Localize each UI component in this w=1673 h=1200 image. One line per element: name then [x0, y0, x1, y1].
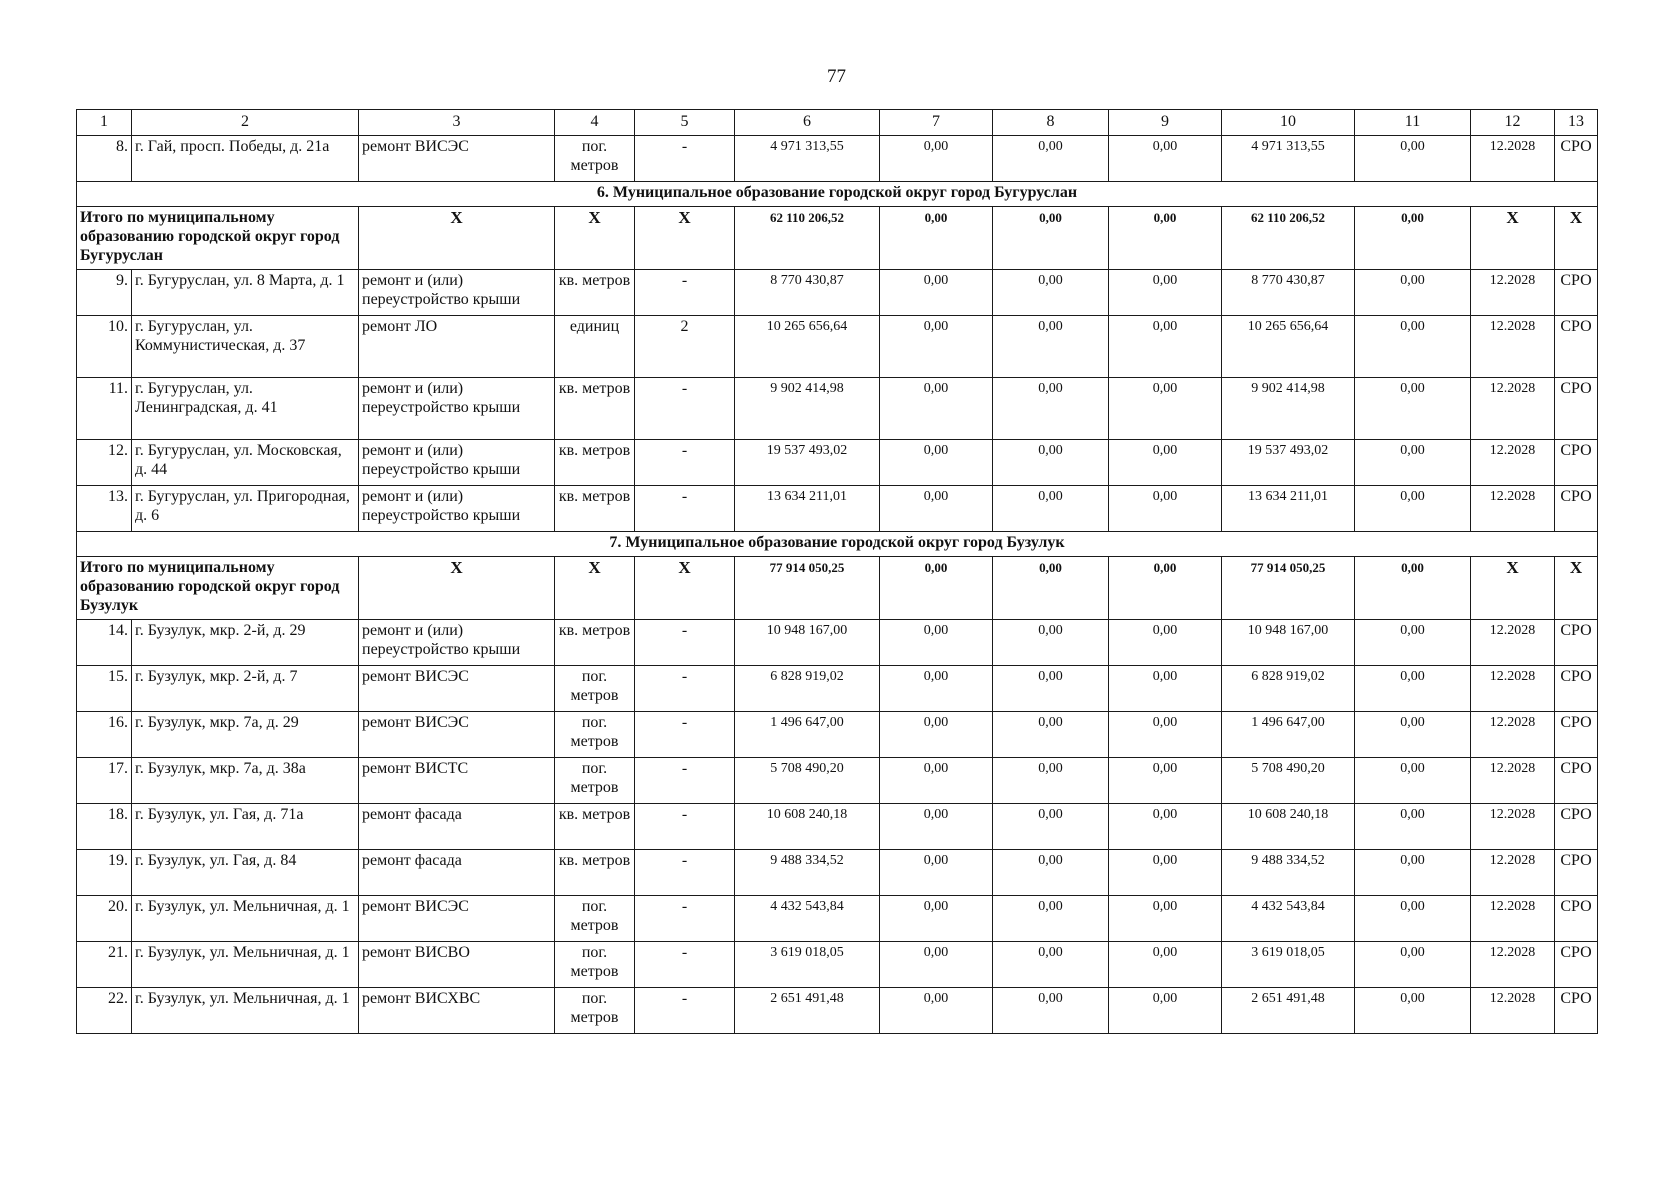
quantity-cell: - — [635, 620, 735, 666]
quantity-cell: - — [635, 666, 735, 712]
amount-cell-10: 10 265 656,64 — [1222, 316, 1355, 378]
amount-cell-8: 0,00 — [993, 620, 1109, 666]
quantity-cell: - — [635, 486, 735, 532]
total-x-cell: X — [555, 557, 635, 620]
deadline-cell: 12.2028 — [1471, 804, 1555, 850]
amount-cell-10: 13 634 211,01 — [1222, 486, 1355, 532]
address-cell: г. Бузулук, ул. Мельничная, д. 1 — [132, 896, 359, 942]
work-type-cell: ремонт и (или) переустройство крыши — [359, 620, 555, 666]
unit-cell: пог. метров — [555, 666, 635, 712]
amount-cell-10: 1 496 647,00 — [1222, 712, 1355, 758]
column-number: 1 — [77, 110, 132, 136]
amount-cell-7: 0,00 — [880, 378, 993, 440]
row-number: 16. — [77, 712, 132, 758]
amount-cell-10: 5 708 490,20 — [1222, 758, 1355, 804]
amount-cell-10: 3 619 018,05 — [1222, 942, 1355, 988]
quantity-cell: 2 — [635, 316, 735, 378]
row-number: 8. — [77, 136, 132, 182]
amount-cell-11: 0,00 — [1355, 316, 1471, 378]
funding-source-cell: СРО — [1555, 712, 1598, 758]
amount-cell-11: 0,00 — [1355, 440, 1471, 486]
quantity-cell: - — [635, 850, 735, 896]
deadline-cell: 12.2028 — [1471, 620, 1555, 666]
total-x-cell: X — [1471, 557, 1555, 620]
work-type-cell: ремонт ВИСЭС — [359, 666, 555, 712]
work-type-cell: ремонт ВИСТС — [359, 758, 555, 804]
funding-source-cell: СРО — [1555, 440, 1598, 486]
amount-cell-9: 0,00 — [1109, 896, 1222, 942]
table-row — [77, 620, 1598, 666]
unit-cell: пог. метров — [555, 136, 635, 182]
unit-cell: пог. метров — [555, 896, 635, 942]
total-cost-cell: 13 634 211,01 — [735, 486, 880, 532]
column-number: 9 — [1109, 110, 1222, 136]
section-title: 6. Муниципальное образование городской округ город Бугуруслан — [77, 182, 1598, 207]
unit-cell: пог. метров — [555, 758, 635, 804]
amount-cell-9: 0,00 — [1109, 850, 1222, 896]
address-cell: г. Бузулук, мкр. 2-й, д. 29 — [132, 620, 359, 666]
total-x-cell: X — [555, 207, 635, 270]
table-row — [77, 440, 1598, 486]
total-amount-cell-7: 0,00 — [880, 207, 993, 270]
section-title-row — [77, 532, 1598, 557]
unit-cell: кв. метров — [555, 378, 635, 440]
unit-cell: пог. метров — [555, 988, 635, 1034]
address-cell: г. Гай, просп. Победы, д. 21а — [132, 136, 359, 182]
total-cost-cell: 9 902 414,98 — [735, 378, 880, 440]
deadline-cell: 12.2028 — [1471, 896, 1555, 942]
total-amount-cell-9: 0,00 — [1109, 557, 1222, 620]
work-type-cell: ремонт ВИСВО — [359, 942, 555, 988]
total-x-cell: X — [1555, 557, 1598, 620]
work-type-cell: ремонт ВИСХВС — [359, 988, 555, 1034]
amount-cell-7: 0,00 — [880, 758, 993, 804]
amount-cell-10: 6 828 919,02 — [1222, 666, 1355, 712]
amount-cell-7: 0,00 — [880, 896, 993, 942]
table-row — [77, 942, 1598, 988]
amount-cell-11: 0,00 — [1355, 666, 1471, 712]
work-type-cell: ремонт и (или) переустройство крыши — [359, 486, 555, 532]
table-row — [77, 666, 1598, 712]
total-x-cell: X — [359, 557, 555, 620]
total-cost-cell: 9 488 334,52 — [735, 850, 880, 896]
funding-source-cell: СРО — [1555, 378, 1598, 440]
amount-cell-8: 0,00 — [993, 270, 1109, 316]
amount-cell-10: 9 902 414,98 — [1222, 378, 1355, 440]
amount-cell-9: 0,00 — [1109, 486, 1222, 532]
total-cost-cell: 3 619 018,05 — [735, 942, 880, 988]
amount-cell-8: 0,00 — [993, 712, 1109, 758]
quantity-cell: - — [635, 896, 735, 942]
quantity-cell: - — [635, 988, 735, 1034]
municipality-total-row — [77, 207, 1598, 270]
total-cost-cell: 10 265 656,64 — [735, 316, 880, 378]
unit-cell: кв. метров — [555, 440, 635, 486]
amount-cell-7: 0,00 — [880, 270, 993, 316]
address-cell: г. Бугуруслан, ул. Московская, д. 44 — [132, 440, 359, 486]
amount-cell-8: 0,00 — [993, 896, 1109, 942]
quantity-cell: - — [635, 758, 735, 804]
table-row — [77, 896, 1598, 942]
deadline-cell: 12.2028 — [1471, 666, 1555, 712]
amount-cell-8: 0,00 — [993, 988, 1109, 1034]
amount-cell-11: 0,00 — [1355, 270, 1471, 316]
amount-cell-11: 0,00 — [1355, 712, 1471, 758]
address-cell: г. Бугуруслан, ул. Ленинградская, д. 41 — [132, 378, 359, 440]
total-x-cell: X — [635, 207, 735, 270]
total-cost-cell: 6 828 919,02 — [735, 666, 880, 712]
column-number-row — [77, 110, 1598, 136]
total-cost-cell: 4 971 313,55 — [735, 136, 880, 182]
address-cell: г. Бузулук, ул. Мельничная, д. 1 — [132, 942, 359, 988]
table-row — [77, 316, 1598, 378]
total-amount-cell-10: 77 914 050,25 — [1222, 557, 1355, 620]
funding-source-cell: СРО — [1555, 316, 1598, 378]
table-row — [77, 758, 1598, 804]
unit-cell: единиц — [555, 316, 635, 378]
amount-cell-11: 0,00 — [1355, 942, 1471, 988]
address-cell: г. Бузулук, ул. Гая, д. 71а — [132, 804, 359, 850]
column-number: 4 — [555, 110, 635, 136]
amount-cell-11: 0,00 — [1355, 804, 1471, 850]
amount-cell-10: 10 948 167,00 — [1222, 620, 1355, 666]
amount-cell-11: 0,00 — [1355, 758, 1471, 804]
work-type-cell: ремонт и (или) переустройство крыши — [359, 270, 555, 316]
total-cost-cell: 5 708 490,20 — [735, 758, 880, 804]
deadline-cell: 12.2028 — [1471, 850, 1555, 896]
work-type-cell: ремонт и (или) переустройство крыши — [359, 378, 555, 440]
funding-source-cell: СРО — [1555, 136, 1598, 182]
table-row — [77, 270, 1598, 316]
deadline-cell: 12.2028 — [1471, 136, 1555, 182]
total-cost-cell: 4 432 543,84 — [735, 896, 880, 942]
row-number: 14. — [77, 620, 132, 666]
amount-cell-9: 0,00 — [1109, 712, 1222, 758]
amount-cell-10: 9 488 334,52 — [1222, 850, 1355, 896]
table-row — [77, 850, 1598, 896]
amount-cell-11: 0,00 — [1355, 378, 1471, 440]
table-row — [77, 712, 1598, 758]
total-cost-cell: 77 914 050,25 — [735, 557, 880, 620]
deadline-cell: 12.2028 — [1471, 270, 1555, 316]
amount-cell-11: 0,00 — [1355, 620, 1471, 666]
amount-cell-8: 0,00 — [993, 804, 1109, 850]
amount-cell-8: 0,00 — [993, 136, 1109, 182]
row-number: 10. — [77, 316, 132, 378]
amount-cell-11: 0,00 — [1355, 850, 1471, 896]
amount-cell-7: 0,00 — [880, 988, 993, 1034]
amount-cell-8: 0,00 — [993, 440, 1109, 486]
work-type-cell: ремонт ВИСЭС — [359, 896, 555, 942]
column-number: 3 — [359, 110, 555, 136]
amount-cell-7: 0,00 — [880, 316, 993, 378]
funding-source-cell: СРО — [1555, 896, 1598, 942]
total-amount-cell-8: 0,00 — [993, 557, 1109, 620]
total-cost-cell: 1 496 647,00 — [735, 712, 880, 758]
column-number: 2 — [132, 110, 359, 136]
total-cost-cell: 62 110 206,52 — [735, 207, 880, 270]
column-number: 10 — [1222, 110, 1355, 136]
amount-cell-11: 0,00 — [1355, 988, 1471, 1034]
address-cell: г. Бузулук, мкр. 2-й, д. 7 — [132, 666, 359, 712]
row-number: 18. — [77, 804, 132, 850]
amount-cell-8: 0,00 — [993, 850, 1109, 896]
total-label: Итого по муниципальному образованию городской округ город Бугуруслан — [77, 207, 359, 270]
unit-cell: кв. метров — [555, 620, 635, 666]
total-amount-cell-7: 0,00 — [880, 557, 993, 620]
deadline-cell: 12.2028 — [1471, 988, 1555, 1034]
table-row — [77, 136, 1598, 182]
row-number: 9. — [77, 270, 132, 316]
column-number: 11 — [1355, 110, 1471, 136]
total-x-cell: X — [1555, 207, 1598, 270]
work-type-cell: ремонт ЛО — [359, 316, 555, 378]
unit-cell: кв. метров — [555, 850, 635, 896]
address-cell: г. Бузулук, ул. Мельничная, д. 1 — [132, 988, 359, 1034]
table-body — [77, 110, 1598, 1034]
deadline-cell: 12.2028 — [1471, 712, 1555, 758]
amount-cell-7: 0,00 — [880, 942, 993, 988]
quantity-cell: - — [635, 378, 735, 440]
work-type-cell: ремонт фасада — [359, 850, 555, 896]
amount-cell-8: 0,00 — [993, 942, 1109, 988]
unit-cell: кв. метров — [555, 270, 635, 316]
total-amount-cell-10: 62 110 206,52 — [1222, 207, 1355, 270]
amount-cell-8: 0,00 — [993, 666, 1109, 712]
total-cost-cell: 10 948 167,00 — [735, 620, 880, 666]
total-amount-cell-11: 0,00 — [1355, 207, 1471, 270]
amount-cell-7: 0,00 — [880, 666, 993, 712]
row-number: 15. — [77, 666, 132, 712]
funding-source-cell: СРО — [1555, 620, 1598, 666]
total-cost-cell: 8 770 430,87 — [735, 270, 880, 316]
amount-cell-10: 10 608 240,18 — [1222, 804, 1355, 850]
table-row — [77, 378, 1598, 440]
deadline-cell: 12.2028 — [1471, 758, 1555, 804]
row-number: 21. — [77, 942, 132, 988]
municipality-total-row — [77, 557, 1598, 620]
amount-cell-8: 0,00 — [993, 758, 1109, 804]
total-amount-cell-9: 0,00 — [1109, 207, 1222, 270]
amount-cell-10: 2 651 491,48 — [1222, 988, 1355, 1034]
funding-source-cell: СРО — [1555, 666, 1598, 712]
column-number: 5 — [635, 110, 735, 136]
amount-cell-8: 0,00 — [993, 378, 1109, 440]
work-type-cell: ремонт фасада — [359, 804, 555, 850]
column-number: 12 — [1471, 110, 1555, 136]
work-type-cell: ремонт ВИСЭС — [359, 712, 555, 758]
address-cell: г. Бузулук, мкр. 7а, д. 38а — [132, 758, 359, 804]
total-amount-cell-11: 0,00 — [1355, 557, 1471, 620]
column-number: 7 — [880, 110, 993, 136]
total-cost-cell: 19 537 493,02 — [735, 440, 880, 486]
amount-cell-10: 8 770 430,87 — [1222, 270, 1355, 316]
amount-cell-7: 0,00 — [880, 850, 993, 896]
column-number: 6 — [735, 110, 880, 136]
amount-cell-10: 19 537 493,02 — [1222, 440, 1355, 486]
amount-cell-9: 0,00 — [1109, 378, 1222, 440]
amount-cell-11: 0,00 — [1355, 136, 1471, 182]
row-number: 20. — [77, 896, 132, 942]
deadline-cell: 12.2028 — [1471, 316, 1555, 378]
total-x-cell: X — [635, 557, 735, 620]
amount-cell-11: 0,00 — [1355, 896, 1471, 942]
row-number: 22. — [77, 988, 132, 1034]
quantity-cell: - — [635, 942, 735, 988]
total-cost-cell: 2 651 491,48 — [735, 988, 880, 1034]
total-x-cell: X — [359, 207, 555, 270]
row-number: 17. — [77, 758, 132, 804]
section-title: 7. Муниципальное образование городской округ город Бузулук — [77, 532, 1598, 557]
amount-cell-9: 0,00 — [1109, 270, 1222, 316]
funding-source-cell: СРО — [1555, 850, 1598, 896]
funding-source-cell: СРО — [1555, 758, 1598, 804]
address-cell: г. Бугуруслан, ул. Пригородная, д. 6 — [132, 486, 359, 532]
amount-cell-7: 0,00 — [880, 486, 993, 532]
unit-cell: пог. метров — [555, 712, 635, 758]
amount-cell-11: 0,00 — [1355, 486, 1471, 532]
funding-source-cell: СРО — [1555, 486, 1598, 532]
amount-cell-9: 0,00 — [1109, 620, 1222, 666]
amount-cell-9: 0,00 — [1109, 136, 1222, 182]
funding-source-cell: СРО — [1555, 270, 1598, 316]
column-number: 13 — [1555, 110, 1598, 136]
row-number: 12. — [77, 440, 132, 486]
deadline-cell: 12.2028 — [1471, 378, 1555, 440]
amount-cell-9: 0,00 — [1109, 758, 1222, 804]
total-label: Итого по муниципальному образованию городской округ город Бузулук — [77, 557, 359, 620]
table-row — [77, 486, 1598, 532]
table-row — [77, 988, 1598, 1034]
amount-cell-9: 0,00 — [1109, 942, 1222, 988]
row-number: 11. — [77, 378, 132, 440]
quantity-cell: - — [635, 136, 735, 182]
total-x-cell: X — [1471, 207, 1555, 270]
work-type-cell: ремонт ВИСЭС — [359, 136, 555, 182]
table-row — [77, 804, 1598, 850]
section-title-row — [77, 182, 1598, 207]
address-cell: г. Бузулук, мкр. 7а, д. 29 — [132, 712, 359, 758]
row-number: 13. — [77, 486, 132, 532]
total-amount-cell-8: 0,00 — [993, 207, 1109, 270]
amount-cell-7: 0,00 — [880, 712, 993, 758]
amount-cell-9: 0,00 — [1109, 988, 1222, 1034]
amount-cell-9: 0,00 — [1109, 440, 1222, 486]
total-cost-cell: 10 608 240,18 — [735, 804, 880, 850]
quantity-cell: - — [635, 270, 735, 316]
unit-cell: пог. метров — [555, 942, 635, 988]
quantity-cell: - — [635, 804, 735, 850]
repair-program-table — [76, 109, 1598, 1034]
unit-cell: кв. метров — [555, 486, 635, 532]
funding-source-cell: СРО — [1555, 988, 1598, 1034]
funding-source-cell: СРО — [1555, 942, 1598, 988]
amount-cell-10: 4 432 543,84 — [1222, 896, 1355, 942]
column-number: 8 — [993, 110, 1109, 136]
quantity-cell: - — [635, 440, 735, 486]
amount-cell-7: 0,00 — [880, 440, 993, 486]
deadline-cell: 12.2028 — [1471, 942, 1555, 988]
amount-cell-9: 0,00 — [1109, 666, 1222, 712]
address-cell: г. Бугуруслан, ул. 8 Марта, д. 1 — [132, 270, 359, 316]
amount-cell-8: 0,00 — [993, 316, 1109, 378]
address-cell: г. Бугуруслан, ул. Коммунистическая, д. 37 — [132, 316, 359, 378]
deadline-cell: 12.2028 — [1471, 486, 1555, 532]
work-type-cell: ремонт и (или) переустройство крыши — [359, 440, 555, 486]
address-cell: г. Бузулук, ул. Гая, д. 84 — [132, 850, 359, 896]
amount-cell-7: 0,00 — [880, 804, 993, 850]
deadline-cell: 12.2028 — [1471, 440, 1555, 486]
page-number: 77 — [827, 66, 846, 87]
amount-cell-9: 0,00 — [1109, 316, 1222, 378]
amount-cell-7: 0,00 — [880, 136, 993, 182]
amount-cell-9: 0,00 — [1109, 804, 1222, 850]
funding-source-cell: СРО — [1555, 804, 1598, 850]
row-number: 19. — [77, 850, 132, 896]
unit-cell: кв. метров — [555, 804, 635, 850]
amount-cell-8: 0,00 — [993, 486, 1109, 532]
amount-cell-10: 4 971 313,55 — [1222, 136, 1355, 182]
amount-cell-7: 0,00 — [880, 620, 993, 666]
quantity-cell: - — [635, 712, 735, 758]
